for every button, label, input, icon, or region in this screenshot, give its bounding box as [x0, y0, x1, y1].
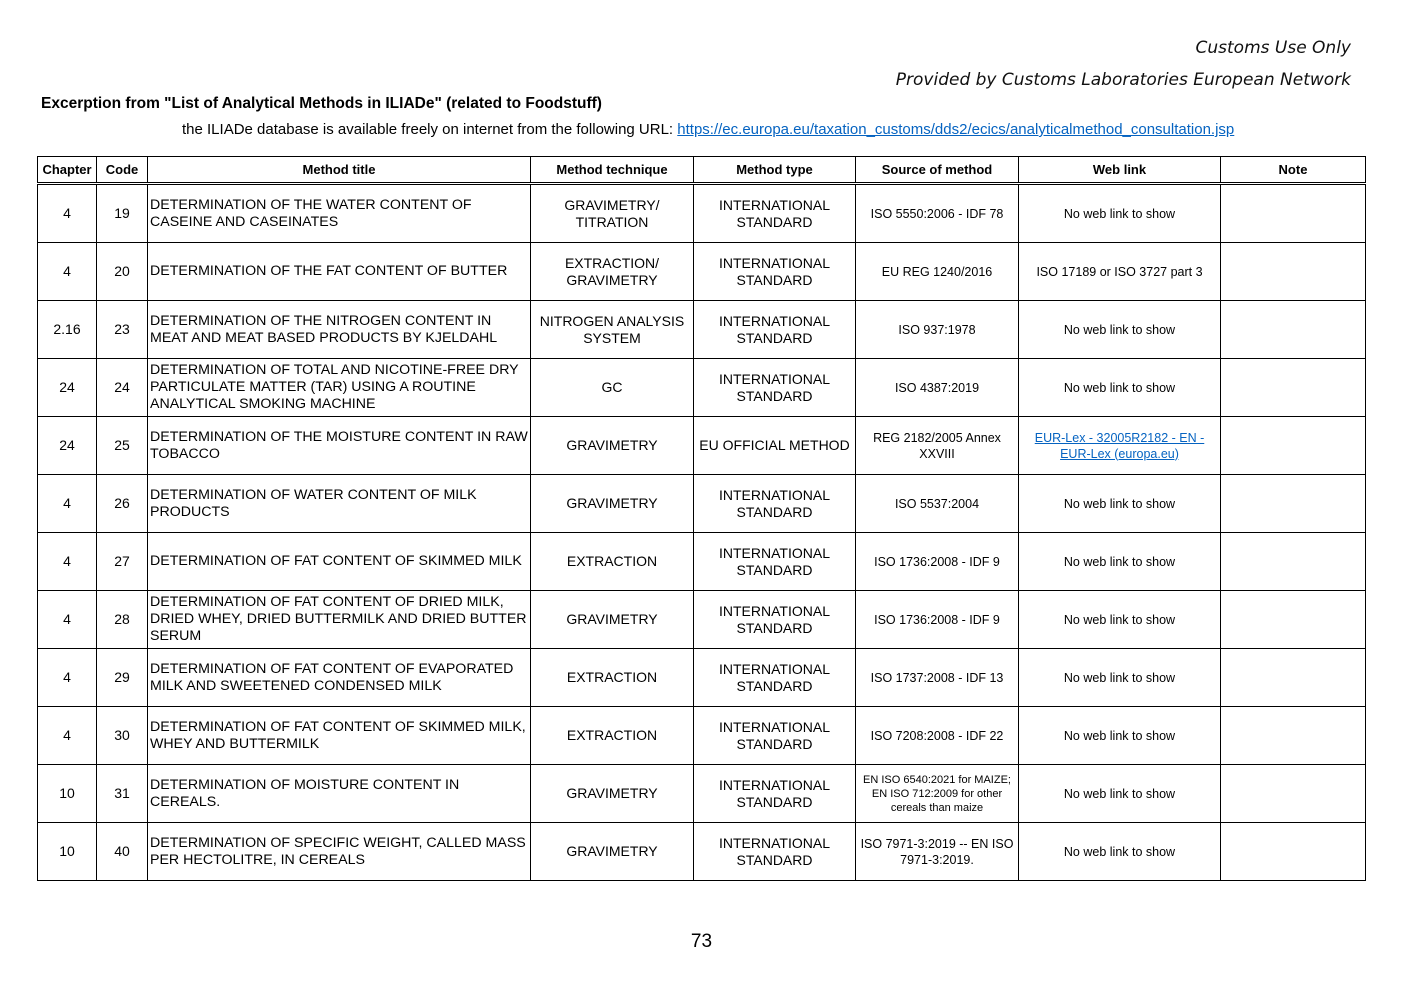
cell-chapter: 10 [38, 765, 97, 823]
cell-type: INTERNATIONAL STANDARD [694, 765, 856, 823]
cell-technique: EXTRACTION [531, 649, 694, 707]
cell-type: INTERNATIONAL STANDARD [694, 243, 856, 301]
cell-source: ISO 1736:2008 - IDF 9 [856, 591, 1019, 649]
cell-code: 20 [97, 243, 148, 301]
table-row [38, 533, 1366, 591]
cell-technique: GRAVIMETRY [531, 417, 694, 475]
cell-code: 26 [97, 475, 148, 533]
cell-web: No web link to show [1019, 359, 1221, 417]
cell-source: ISO 1736:2008 - IDF 9 [856, 533, 1019, 591]
cell-type: EU OFFICIAL METHOD [694, 417, 856, 475]
table-row [38, 417, 1366, 475]
cell-technique: GRAVIMETRY [531, 475, 694, 533]
column-header-method-title: Method title [148, 157, 531, 184]
cell-note [1221, 823, 1366, 881]
table-row [38, 649, 1366, 707]
column-header-method-type: Method type [694, 157, 856, 184]
column-header-note: Note [1221, 157, 1366, 184]
table-row [38, 359, 1366, 417]
cell-note [1221, 533, 1366, 591]
cell-note [1221, 765, 1366, 823]
cell-chapter: 4 [38, 591, 97, 649]
cell-title: DETERMINATION OF MOISTURE CONTENT IN CEREALS. [148, 765, 531, 823]
cell-code: 25 [97, 417, 148, 475]
column-header-code: Code [97, 157, 148, 184]
cell-technique: GC [531, 359, 694, 417]
cell-type: INTERNATIONAL STANDARD [694, 591, 856, 649]
cell-web: No web link to show [1019, 649, 1221, 707]
cell-source: ISO 7971-3:2019 -- EN ISO 7971-3:2019. [856, 823, 1019, 881]
cell-title: DETERMINATION OF THE NITROGEN CONTENT IN MEAT AND MEAT BASED PRODUCTS BY KJELDAHL [148, 301, 531, 359]
cell-chapter: 24 [38, 359, 97, 417]
cell-note [1221, 243, 1366, 301]
cell-web: ISO 17189 or ISO 3727 part 3 [1019, 243, 1221, 301]
cell-type: INTERNATIONAL STANDARD [694, 533, 856, 591]
cell-source: EU REG 1240/2016 [856, 243, 1019, 301]
cell-technique: GRAVIMETRY [531, 823, 694, 881]
column-header-web-link: Web link [1019, 157, 1221, 184]
cell-title: DETERMINATION OF FAT CONTENT OF SKIMMED MILK, WHEY AND BUTTERMILK [148, 707, 531, 765]
table-row [38, 765, 1366, 823]
cell-code: 30 [97, 707, 148, 765]
cell-chapter: 4 [38, 533, 97, 591]
cell-chapter: 24 [38, 417, 97, 475]
column-header-chapter: Chapter [38, 157, 97, 184]
cell-note [1221, 475, 1366, 533]
cell-title: DETERMINATION OF FAT CONTENT OF EVAPORATED MILK AND SWEETENED CONDENSED MILK [148, 649, 531, 707]
cell-title: DETERMINATION OF SPECIFIC WEIGHT, CALLED MASS PER HECTOLITRE, IN CEREALS [148, 823, 531, 881]
cell-source: ISO 7208:2008 - IDF 22 [856, 707, 1019, 765]
table-row [38, 184, 1366, 243]
cell-title: DETERMINATION OF THE FAT CONTENT OF BUTTER [148, 243, 531, 301]
cell-chapter: 10 [38, 823, 97, 881]
column-header-source-of-method: Source of method [856, 157, 1019, 184]
cell-source: ISO 937:1978 [856, 301, 1019, 359]
cell-chapter: 4 [38, 243, 97, 301]
cell-type: INTERNATIONAL STANDARD [694, 823, 856, 881]
customs-use-only-label: Customs Use Only [1195, 38, 1351, 58]
cell-chapter: 4 [38, 184, 97, 243]
cell-code: 29 [97, 649, 148, 707]
cell-code: 27 [97, 533, 148, 591]
table-row [38, 707, 1366, 765]
table-body [38, 184, 1366, 881]
cell-technique: EXTRACTION/ GRAVIMETRY [531, 243, 694, 301]
cell-type: INTERNATIONAL STANDARD [694, 649, 856, 707]
cell-type: INTERNATIONAL STANDARD [694, 301, 856, 359]
cell-chapter: 4 [38, 707, 97, 765]
cell-web: No web link to show [1019, 301, 1221, 359]
cell-title: DETERMINATION OF FAT CONTENT OF SKIMMED MILK [148, 533, 531, 591]
cell-note [1221, 707, 1366, 765]
cell-source: ISO 4387:2019 [856, 359, 1019, 417]
cell-title: DETERMINATION OF WATER CONTENT OF MILK PRODUCTS [148, 475, 531, 533]
cell-source: ISO 1737:2008 - IDF 13 [856, 649, 1019, 707]
column-header-method-technique: Method technique [531, 157, 694, 184]
document-title: Excerption from "List of Analytical Methods in ILIADe" (related to Foodstuff) [41, 95, 602, 112]
cell-note [1221, 184, 1366, 243]
cell-source: ISO 5537:2004 [856, 475, 1019, 533]
cell-web: No web link to show [1019, 707, 1221, 765]
url-line [182, 121, 1234, 138]
cell-web: No web link to show [1019, 591, 1221, 649]
cell-title: DETERMINATION OF FAT CONTENT OF DRIED MILK, DRIED WHEY, DRIED BUTTERMILK AND DRIED BUTTER SERUM [148, 591, 531, 649]
cell-type: INTERNATIONAL STANDARD [694, 475, 856, 533]
cell-note [1221, 591, 1366, 649]
cell-note [1221, 359, 1366, 417]
cell-web: No web link to show [1019, 184, 1221, 243]
cell-chapter: 4 [38, 475, 97, 533]
cell-technique: GRAVIMETRY [531, 765, 694, 823]
cell-source: EN ISO 6540:2021 for MAIZE; EN ISO 712:2009 for other cereals than maize [856, 765, 1019, 823]
cell-technique: GRAVIMETRY/ TITRATION [531, 184, 694, 243]
cell-technique: NITROGEN ANALYSIS SYSTEM [531, 301, 694, 359]
cell-code: 19 [97, 184, 148, 243]
cell-type: INTERNATIONAL STANDARD [694, 184, 856, 243]
page-number: 73 [690, 931, 713, 952]
cell-type: INTERNATIONAL STANDARD [694, 707, 856, 765]
cell-note [1221, 649, 1366, 707]
table-header-row [38, 157, 1366, 184]
provider-label: Provided by Customs Laboratories European Network [895, 70, 1351, 90]
eur-lex-link[interactable]: EUR-Lex - 32005R2182 - EN - EUR-Lex (europa.eu) [1034, 430, 1205, 461]
database-url-link[interactable]: https://ec.europa.eu/taxation_customs/dds2/ecics/analyticalmethod_consultation.jsp [677, 121, 1235, 138]
cell-code: 40 [97, 823, 148, 881]
cell-code: 24 [97, 359, 148, 417]
cell-source: REG 2182/2005 Annex XXVIII [856, 417, 1019, 475]
table-row [38, 301, 1366, 359]
cell-technique: EXTRACTION [531, 533, 694, 591]
cell-code: 31 [97, 765, 148, 823]
methods-table [37, 156, 1366, 881]
cell-code: 23 [97, 301, 148, 359]
cell-chapter: 2.16 [38, 301, 97, 359]
cell-title: DETERMINATION OF THE MOISTURE CONTENT IN RAW TOBACCO [148, 417, 531, 475]
cell-source: ISO 5550:2006 - IDF 78 [856, 184, 1019, 243]
cell-web: No web link to show [1019, 823, 1221, 881]
url-intro: the ILIADe database is available freely on internet from the following URL: [182, 121, 674, 138]
cell-web: No web link to show [1019, 765, 1221, 823]
table-row [38, 591, 1366, 649]
cell-note [1221, 417, 1366, 475]
table-row [38, 823, 1366, 881]
cell-chapter: 4 [38, 649, 97, 707]
cell-title: DETERMINATION OF TOTAL AND NICOTINE-FREE DRY PARTICULATE MATTER (TAR) USING A ROUTINE ANALYTICAL SMOKING MACHINE [148, 359, 531, 417]
cell-web: No web link to show [1019, 533, 1221, 591]
cell-note [1221, 301, 1366, 359]
table-row [38, 475, 1366, 533]
cell-technique: GRAVIMETRY [531, 591, 694, 649]
cell-technique: EXTRACTION [531, 707, 694, 765]
cell-web: No web link to show [1019, 475, 1221, 533]
cell-web [1019, 417, 1221, 475]
cell-title: DETERMINATION OF THE WATER CONTENT OF CASEINE AND CASEINATES [148, 184, 531, 243]
cell-type: INTERNATIONAL STANDARD [694, 359, 856, 417]
cell-code: 28 [97, 591, 148, 649]
table-row [38, 243, 1366, 301]
